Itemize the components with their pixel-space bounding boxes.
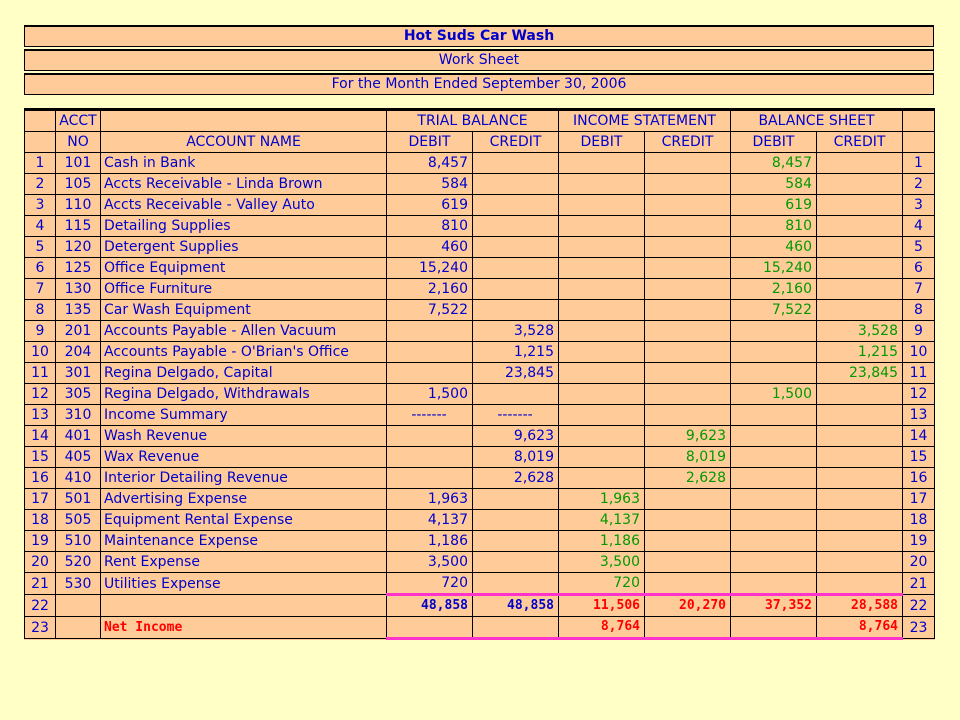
account-name: Wax Revenue: [101, 447, 387, 468]
trial-balance-credit: [473, 573, 559, 595]
trial-balance-debit: [387, 468, 473, 489]
line-number: 14: [25, 426, 56, 447]
income-statement-debit: [559, 174, 645, 195]
trial-balance-debit: 1,186: [387, 531, 473, 552]
balance-sheet-debit: [731, 531, 817, 552]
balance-sheet-debit: 7,522: [731, 300, 817, 321]
line-number: 22: [25, 595, 56, 617]
line-number: 16: [25, 468, 56, 489]
account-name: Cash in Bank: [101, 153, 387, 174]
income-statement-debit: 1,186: [559, 531, 645, 552]
table-row: [25, 468, 935, 489]
income-statement-debit: [559, 237, 645, 258]
account-name: Advertising Expense: [101, 489, 387, 510]
header-no: NO: [56, 132, 101, 153]
balance-sheet-credit: [817, 531, 903, 552]
balance-sheet-credit: [817, 216, 903, 237]
header-account-name: ACCOUNT NAME: [101, 132, 387, 153]
income-statement-debit: [559, 342, 645, 363]
line-number: 13: [25, 405, 56, 426]
table-row: [25, 174, 935, 195]
line-number: 9: [25, 321, 56, 342]
income-statement-credit: [645, 174, 731, 195]
account-number: 505: [56, 510, 101, 531]
totals-row: [25, 595, 935, 617]
trial-balance-debit: 584: [387, 174, 473, 195]
trial-balance-debit: 2,160: [387, 279, 473, 300]
line-number: 8: [25, 300, 56, 321]
line-number-right: 2: [903, 174, 935, 195]
total-income-statement-credit: 20,270: [645, 595, 731, 617]
header-is-debit: DEBIT: [559, 132, 645, 153]
balance-sheet-debit: [731, 405, 817, 426]
trial-balance-credit: [473, 489, 559, 510]
account-number: 501: [56, 489, 101, 510]
table-row: [25, 363, 935, 384]
trial-balance-credit: [473, 552, 559, 573]
account-name: Detergent Supplies: [101, 237, 387, 258]
trial-balance-debit: 8,457: [387, 153, 473, 174]
header-trial-balance: TRIAL BALANCE: [387, 110, 559, 132]
trial-balance-debit: 3,500: [387, 552, 473, 573]
income-statement-debit: [559, 426, 645, 447]
account-name: Wash Revenue: [101, 426, 387, 447]
table-row: [25, 216, 935, 237]
trial-balance-credit: [473, 510, 559, 531]
line-number: 7: [25, 279, 56, 300]
balance-sheet-credit: [817, 300, 903, 321]
balance-sheet-credit: [817, 468, 903, 489]
income-statement-debit: [559, 363, 645, 384]
line-number: 6: [25, 258, 56, 279]
income-statement-debit: [559, 216, 645, 237]
income-statement-credit: [645, 531, 731, 552]
line-number: 2: [25, 174, 56, 195]
account-name: Regina Delgado, Withdrawals: [101, 384, 387, 405]
trial-balance-credit: [473, 531, 559, 552]
trial-balance-debit: 7,522: [387, 300, 473, 321]
trial-balance-debit: 1,500: [387, 384, 473, 405]
table-row: [25, 321, 935, 342]
balance-sheet-debit: 810: [731, 216, 817, 237]
net-income-bs-credit: 8,764: [817, 617, 903, 639]
header-blank-left-2: [25, 132, 56, 153]
line-number-right: 17: [903, 489, 935, 510]
account-name: Rent Expense: [101, 552, 387, 573]
trial-balance-credit: [473, 195, 559, 216]
header-is-credit: CREDIT: [645, 132, 731, 153]
income-statement-credit: [645, 510, 731, 531]
balance-sheet-debit: [731, 510, 817, 531]
income-statement-debit: [559, 153, 645, 174]
balance-sheet-debit: 619: [731, 195, 817, 216]
blank-acct: [56, 595, 101, 617]
line-number-right: 11: [903, 363, 935, 384]
balance-sheet-credit: [817, 447, 903, 468]
income-statement-debit: [559, 447, 645, 468]
trial-balance-debit: -------: [387, 405, 473, 426]
account-name: Detailing Supplies: [101, 216, 387, 237]
account-number: 135: [56, 300, 101, 321]
trial-balance-credit: 1,215: [473, 342, 559, 363]
header-acct: ACCT: [56, 110, 101, 132]
line-number: 12: [25, 384, 56, 405]
account-name: Accounts Payable - Allen Vacuum: [101, 321, 387, 342]
total-balance-sheet-debit: 37,352: [731, 595, 817, 617]
header-blank-name: [101, 110, 387, 132]
blank-tb-debit: [387, 617, 473, 639]
balance-sheet-debit: 460: [731, 237, 817, 258]
trial-balance-credit: [473, 216, 559, 237]
account-number: 204: [56, 342, 101, 363]
table-row: [25, 573, 935, 595]
account-number: 101: [56, 153, 101, 174]
account-number: 530: [56, 573, 101, 595]
line-number-right: 7: [903, 279, 935, 300]
balance-sheet-credit: [817, 195, 903, 216]
balance-sheet-credit: [817, 384, 903, 405]
balance-sheet-debit: [731, 489, 817, 510]
trial-balance-credit: [473, 258, 559, 279]
header-bs-credit: CREDIT: [817, 132, 903, 153]
account-name: Accounts Payable - O'Brian's Office: [101, 342, 387, 363]
balance-sheet-credit: 3,528: [817, 321, 903, 342]
account-name: Income Summary: [101, 405, 387, 426]
table-row: [25, 426, 935, 447]
balance-sheet-credit: [817, 174, 903, 195]
balance-sheet-debit: [731, 468, 817, 489]
balance-sheet-credit: [817, 552, 903, 573]
table-row: [25, 153, 935, 174]
line-number-right: 10: [903, 342, 935, 363]
header-blank-left: [25, 110, 56, 132]
trial-balance-credit: [473, 153, 559, 174]
trial-balance-credit: 8,019: [473, 447, 559, 468]
income-statement-debit: [559, 384, 645, 405]
blank-is-credit: [645, 617, 731, 639]
header-row-bottom: [25, 132, 935, 153]
account-name: Accts Receivable - Linda Brown: [101, 174, 387, 195]
income-statement-credit: 9,623: [645, 426, 731, 447]
income-statement-debit: [559, 300, 645, 321]
table-row: [25, 342, 935, 363]
balance-sheet-credit: [817, 237, 903, 258]
line-number: 20: [25, 552, 56, 573]
balance-sheet-debit: 584: [731, 174, 817, 195]
balance-sheet-credit: [817, 510, 903, 531]
line-number-right: 19: [903, 531, 935, 552]
line-number-right: 20: [903, 552, 935, 573]
balance-sheet-credit: [817, 426, 903, 447]
line-number-right: 3: [903, 195, 935, 216]
account-number: 510: [56, 531, 101, 552]
table-row: [25, 510, 935, 531]
trial-balance-debit: [387, 363, 473, 384]
net-income-is-debit: 8,764: [559, 617, 645, 639]
account-number: 401: [56, 426, 101, 447]
trial-balance-credit: [473, 300, 559, 321]
line-number: 3: [25, 195, 56, 216]
table-row: [25, 237, 935, 258]
line-number-right: 5: [903, 237, 935, 258]
line-number-right: 1: [903, 153, 935, 174]
income-statement-debit: 3,500: [559, 552, 645, 573]
income-statement-debit: 1,963: [559, 489, 645, 510]
income-statement-credit: [645, 321, 731, 342]
table-row: [25, 258, 935, 279]
balance-sheet-debit: [731, 426, 817, 447]
account-number: 305: [56, 384, 101, 405]
line-number-right: 6: [903, 258, 935, 279]
account-name: Office Equipment: [101, 258, 387, 279]
blank-acct: [56, 617, 101, 639]
balance-sheet-debit: [731, 321, 817, 342]
income-statement-debit: [559, 321, 645, 342]
table-row: [25, 552, 935, 573]
balance-sheet-debit: [731, 342, 817, 363]
trial-balance-debit: [387, 426, 473, 447]
report-period: For the Month Ended September 30, 2006: [24, 73, 934, 95]
account-number: 201: [56, 321, 101, 342]
account-number: 410: [56, 468, 101, 489]
income-statement-credit: [645, 573, 731, 595]
trial-balance-credit: 23,845: [473, 363, 559, 384]
table-row: [25, 531, 935, 552]
income-statement-debit: [559, 258, 645, 279]
line-number-right: 21: [903, 573, 935, 595]
account-number: 405: [56, 447, 101, 468]
balance-sheet-debit: [731, 552, 817, 573]
total-income-statement-debit: 11,506: [559, 595, 645, 617]
total-balance-sheet-credit: 28,588: [817, 595, 903, 617]
line-number-right: 16: [903, 468, 935, 489]
trial-balance-debit: 460: [387, 237, 473, 258]
account-name: Accts Receivable - Valley Auto: [101, 195, 387, 216]
table-row: [25, 489, 935, 510]
income-statement-credit: 2,628: [645, 468, 731, 489]
balance-sheet-debit: 2,160: [731, 279, 817, 300]
income-statement-credit: [645, 237, 731, 258]
income-statement-credit: [645, 552, 731, 573]
balance-sheet-debit: [731, 573, 817, 595]
trial-balance-debit: 15,240: [387, 258, 473, 279]
table-row: [25, 384, 935, 405]
trial-balance-credit: 9,623: [473, 426, 559, 447]
line-number: 19: [25, 531, 56, 552]
line-number-right: 14: [903, 426, 935, 447]
line-number: 18: [25, 510, 56, 531]
trial-balance-credit: -------: [473, 405, 559, 426]
table-row: [25, 279, 935, 300]
trial-balance-debit: 1,963: [387, 489, 473, 510]
account-number: 301: [56, 363, 101, 384]
blank-bs-debit: [731, 617, 817, 639]
income-statement-credit: [645, 489, 731, 510]
worksheet-table: [24, 108, 935, 640]
trial-balance-debit: 810: [387, 216, 473, 237]
balance-sheet-credit: [817, 573, 903, 595]
total-trial-balance-debit: 48,858: [387, 595, 473, 617]
company-title: Hot Suds Car Wash: [24, 25, 934, 47]
income-statement-debit: [559, 468, 645, 489]
income-statement-credit: [645, 405, 731, 426]
line-number-right: 23: [903, 617, 935, 639]
line-number: 5: [25, 237, 56, 258]
balance-sheet-credit: [817, 405, 903, 426]
income-statement-credit: [645, 195, 731, 216]
line-number: 23: [25, 617, 56, 639]
table-row: [25, 195, 935, 216]
account-name: Maintenance Expense: [101, 531, 387, 552]
trial-balance-credit: [473, 174, 559, 195]
line-number: 10: [25, 342, 56, 363]
income-statement-credit: [645, 300, 731, 321]
income-statement-debit: 720: [559, 573, 645, 595]
balance-sheet-debit: [731, 447, 817, 468]
line-number-right: 15: [903, 447, 935, 468]
income-statement-debit: [559, 195, 645, 216]
account-number: 125: [56, 258, 101, 279]
header-blank-right-2: [903, 132, 935, 153]
income-statement-debit: 4,137: [559, 510, 645, 531]
line-number-right: 12: [903, 384, 935, 405]
account-number: 105: [56, 174, 101, 195]
blank-tb-credit: [473, 617, 559, 639]
trial-balance-debit: [387, 342, 473, 363]
table-row: [25, 405, 935, 426]
balance-sheet-credit: [817, 279, 903, 300]
account-number: 310: [56, 405, 101, 426]
income-statement-credit: [645, 363, 731, 384]
account-name: Regina Delgado, Capital: [101, 363, 387, 384]
trial-balance-debit: 619: [387, 195, 473, 216]
header-balance-sheet: BALANCE SHEET: [731, 110, 903, 132]
trial-balance-credit: [473, 279, 559, 300]
line-number-right: 13: [903, 405, 935, 426]
balance-sheet-credit: [817, 489, 903, 510]
balance-sheet-debit: [731, 363, 817, 384]
trial-balance-credit: 3,528: [473, 321, 559, 342]
line-number: 4: [25, 216, 56, 237]
trial-balance-debit: 4,137: [387, 510, 473, 531]
account-name: Interior Detailing Revenue: [101, 468, 387, 489]
account-number: 110: [56, 195, 101, 216]
line-number-right: 18: [903, 510, 935, 531]
trial-balance-credit: 2,628: [473, 468, 559, 489]
account-name: Car Wash Equipment: [101, 300, 387, 321]
trial-balance-debit: [387, 321, 473, 342]
income-statement-credit: [645, 342, 731, 363]
balance-sheet-debit: 1,500: [731, 384, 817, 405]
line-number: 11: [25, 363, 56, 384]
income-statement-credit: 8,019: [645, 447, 731, 468]
table-row: [25, 447, 935, 468]
trial-balance-debit: 720: [387, 573, 473, 595]
line-number-right: 9: [903, 321, 935, 342]
balance-sheet-debit: 8,457: [731, 153, 817, 174]
header-blank-right: [903, 110, 935, 132]
header-income-statement: INCOME STATEMENT: [559, 110, 731, 132]
line-number-right: 22: [903, 595, 935, 617]
account-name: Utilities Expense: [101, 573, 387, 595]
line-number: 21: [25, 573, 56, 595]
account-number: 130: [56, 279, 101, 300]
balance-sheet-credit: 1,215: [817, 342, 903, 363]
account-number: 120: [56, 237, 101, 258]
income-statement-credit: [645, 258, 731, 279]
blank-name: [101, 595, 387, 617]
line-number-right: 8: [903, 300, 935, 321]
account-name: Equipment Rental Expense: [101, 510, 387, 531]
income-statement-credit: [645, 279, 731, 300]
trial-balance-credit: [473, 237, 559, 258]
account-name: Office Furniture: [101, 279, 387, 300]
income-statement-debit: [559, 279, 645, 300]
total-trial-balance-credit: 48,858: [473, 595, 559, 617]
line-number: 1: [25, 153, 56, 174]
header-bs-debit: DEBIT: [731, 132, 817, 153]
income-statement-credit: [645, 153, 731, 174]
balance-sheet-credit: 23,845: [817, 363, 903, 384]
line-number: 15: [25, 447, 56, 468]
balance-sheet-debit: 15,240: [731, 258, 817, 279]
income-statement-debit: [559, 405, 645, 426]
header-tb-debit: DEBIT: [387, 132, 473, 153]
line-number: 17: [25, 489, 56, 510]
income-statement-credit: [645, 216, 731, 237]
table-row: [25, 300, 935, 321]
account-number: 115: [56, 216, 101, 237]
balance-sheet-credit: [817, 258, 903, 279]
trial-balance-credit: [473, 384, 559, 405]
net-income-row: [25, 617, 935, 639]
trial-balance-debit: [387, 447, 473, 468]
net-income-label: Net Income: [101, 617, 387, 639]
balance-sheet-credit: [817, 153, 903, 174]
report-title: Work Sheet: [24, 49, 934, 71]
account-number: 520: [56, 552, 101, 573]
line-number-right: 4: [903, 216, 935, 237]
header-row-top: [25, 110, 935, 132]
header-tb-credit: CREDIT: [473, 132, 559, 153]
income-statement-credit: [645, 384, 731, 405]
